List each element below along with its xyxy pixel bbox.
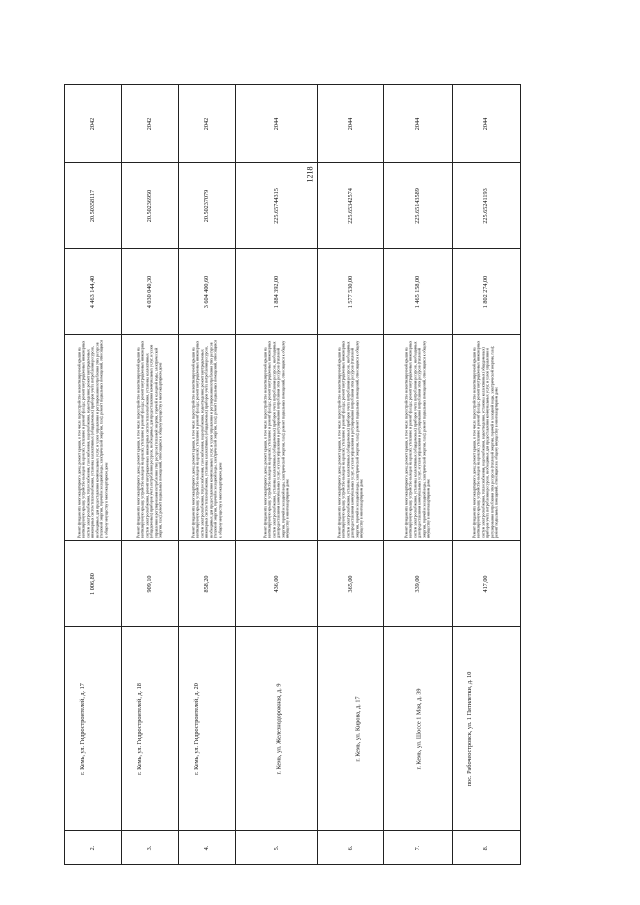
year-text: 2042	[88, 117, 96, 130]
address-cell	[179, 627, 236, 831]
year-cell	[179, 85, 236, 163]
area-text: 858,20	[202, 574, 210, 593]
year-text: 2042	[145, 117, 153, 130]
works-cell	[179, 335, 236, 541]
year-cell	[384, 85, 452, 163]
cost-cell	[179, 249, 236, 335]
address-text: г. Кемь, ул. Гидростроителей, д. 20	[193, 682, 201, 775]
address-cell	[384, 627, 452, 831]
works-cell	[318, 335, 384, 541]
code-cell	[318, 163, 384, 249]
code-text: 225.65143589	[413, 187, 421, 224]
number-cell	[384, 831, 452, 865]
number-text: 5.	[272, 845, 280, 850]
year-text: 2044	[482, 117, 490, 130]
table	[64, 84, 521, 865]
code-text: 225.65342574	[346, 187, 354, 224]
number-text: 7.	[413, 845, 421, 850]
cost-text: 1 577 530,00	[346, 275, 354, 308]
works-text: Ремонт фундамента многоквартирного дома; ремонт крыши, в том числе переустройство невентилируемой крыши на вентилируемую крышу, устройство выходов на кровлю; утепление и ремонт фасада; ремонт внутридомовых инженерных систем электроснабжения, теплоснабжения, газоснабжения, водоснабжения, водоотведения; ремонт внутридомовых инженерных систем теплоснабжения, установка коллективных (общедомовых) приборов учета потребления ресурсов, необходимых для предоставления коммунальных услуг, и узлов управления и регулирования потребления этих ресурсов (тепловой энергии, горячей и холодной воды, электрической энергии, газа); ремонт подвальных помещений, относящихся к общему имуществу в многоквартирном доме	[191, 339, 223, 538]
number-text: 2.	[88, 845, 96, 850]
code-cell	[452, 163, 520, 249]
code-text: 225.65241193	[482, 187, 490, 224]
area-cell	[318, 541, 384, 627]
cost-text: 1 802 274,00	[482, 275, 490, 308]
cost-row	[65, 249, 521, 335]
cost-text: 3 604 400,60	[202, 275, 210, 308]
code-row	[65, 163, 521, 249]
cost-cell	[65, 249, 122, 335]
address-cell	[65, 627, 122, 831]
code-text: 20.50236950	[145, 189, 153, 222]
area-row	[65, 541, 521, 627]
area-text: 436,00	[272, 574, 280, 593]
cost-text: 1 465 158,00	[413, 275, 421, 308]
number-text: 8.	[482, 845, 490, 850]
code-cell	[236, 163, 318, 249]
code-cell	[122, 163, 179, 249]
number-cell	[122, 831, 179, 865]
area-cell	[122, 541, 179, 627]
works-text: Ремонт фундамента многоквартирного дома; ремонт крыши, в том числе переустройство невентилируемой крыши на вентилируемую крышу, устройство выходов на кровлю; утепление и ремонт фасада; ремонт внутридомовых инженерных систем электроснабжения, ремонт внутридомовых инженерных систем теплоснабжения, установка коллективных (общедомовых) приборов учета потребления ресурсов, необходимых для предоставления коммунальных услуг, и узлов управления и регулирования потребления этих ресурсов (тепловой энергии, горячей и холодной воды, электрической энергии, газа); ремонт подвальных помещений, относящихся к общему имуществу в многоквартирном доме	[136, 340, 163, 538]
works-text: Ремонт фундамента многоквартирного дома; ремонт крыши, в том числе переустройство невентилируемой крыши на вентилируемую крышу, устройство выходов на кровлю; утепление и ремонт фасада; ремонт внутридомовых инженерных систем электроснабжения, теплоснабжения, водоснабжения, водоотведения, установка коллективных (общедомовых) приборов учета потребления ресурсов, необходимых для предоставления коммунальных услуг, и узлов управления и регулирования потребления этих ресурсов (тепловой энергии, горячей и холодной воды, электрической энергии, газа); ремонт подвальных помещений, относящихся к общему имуществу в многоквартирном доме	[472, 340, 500, 538]
code-cell	[65, 163, 122, 249]
year-cell	[452, 85, 520, 163]
repair-schedule-table	[64, 84, 521, 864]
cost-text: 4 463 144,40	[88, 275, 96, 308]
year-cell	[65, 85, 122, 163]
works-text: Ремонт фундамента многоквартирного дома; ремонт крыши, в том числе переустройство невентилируемой крыши на вентилируемую крышу, устройство выходов на кровлю; утепление и ремонт фасада; ремонт внутридомовых инженерных систем электроснабжения, теплоснабжения, газоснабжения, водоснабжения, водоотведения; ремонт внутридомовых инженерных систем теплоснабжения, установка коллективных (общедомовых) приборов учета потребления ресурсов, необходимых для предоставления коммунальных услуг, и узлов управления и регулирования потребления этих ресурсов (тепловой энергии, горячей и холодной воды, электрической энергии, газа); ремонт подвальных помещений, относящихся к общему имуществу в многоквартирном доме	[77, 339, 109, 538]
area-cell	[236, 541, 318, 627]
works-cell	[236, 335, 318, 541]
year-cell	[122, 85, 179, 163]
address-text: г. Кемь, ул. Кирова, д. 17	[354, 695, 362, 762]
address-text: г. Кемь, ул. Гидростроителей, д. 18	[136, 682, 144, 775]
code-cell	[384, 163, 452, 249]
area-text: 365,00	[346, 574, 354, 593]
area-text: 417,00	[482, 574, 490, 593]
code-text: 20.50237079	[202, 189, 210, 222]
number-cell	[318, 831, 384, 865]
page-number-text: 1218	[305, 166, 315, 182]
works-text: Ремонт фундамента многоквартирного дома; ремонт крыши, в том числе переустройство невентилируемой крыши на вентилируемую крышу, устройство выходов на кровлю; утепление и ремонт фасада; ремонт внутридомовых инженерных систем электроснабжения, установка коллективных (общедомовых) приборов учета потребления ресурсов, необходимых для предоставления коммунальных услуг, и узлов управления и регулирования потребления этих ресурсов (тепловой энергии, горячей и холодной воды, электрической энергии, газа); ремонт подвальных помещений, относящихся к общему имуществу в многоквартирном доме	[263, 340, 290, 538]
address-cell	[122, 627, 179, 831]
area-text: 339,00	[413, 574, 421, 593]
cost-text: 4 030 040,30	[145, 275, 153, 308]
cost-text: 1 884 392,00	[272, 275, 280, 308]
year-text: 2044	[272, 117, 280, 130]
address-cell	[236, 627, 318, 831]
cost-cell	[384, 249, 452, 335]
number-row	[65, 831, 521, 865]
area-cell	[65, 541, 122, 627]
address-cell	[318, 627, 384, 831]
area-text: 1 006,80	[88, 572, 96, 595]
cost-cell	[318, 249, 384, 335]
address-text: г. Кемь, ул. Гидростроителей, д. 17	[79, 682, 87, 775]
cost-cell	[452, 249, 520, 335]
year-text: 2042	[202, 117, 210, 130]
number-text: 3.	[145, 845, 153, 850]
works-text: Ремонт фундамента многоквартирного дома; ремонт крыши, в том числе переустройство невентилируемой крыши на вентилируемую крышу, устройство выходов на кровлю; утепление и ремонт фасада; ремонт внутридомовых инженерных систем электроснабжения, установка коллективных (общедомовых) приборов учета потребления ресурсов, необходимых для предоставления коммунальных услуг, и узлов управления и регулирования потребления этих ресурсов (тепловой энергии, горячей и холодной воды, электрической энергии, газа); ремонт подвальных помещений, относящихся к общему имуществу в многоквартирном доме	[337, 340, 364, 538]
code-text: 20.50358117	[88, 189, 96, 222]
year-text: 2044	[413, 117, 421, 130]
works-row	[65, 335, 521, 541]
works-cell	[65, 335, 122, 541]
area-cell	[179, 541, 236, 627]
number-cell	[452, 831, 520, 865]
number-cell	[236, 831, 318, 865]
works-cell	[452, 335, 520, 541]
year-text: 2044	[346, 117, 354, 130]
year-cell	[236, 85, 318, 163]
area-cell	[384, 541, 452, 627]
area-text: 909,10	[145, 574, 153, 593]
works-cell	[122, 335, 179, 541]
works-cell	[384, 335, 452, 541]
number-text: 6.	[346, 845, 354, 850]
number-text: 4.	[202, 845, 210, 850]
number-cell	[65, 831, 122, 865]
code-text: 225.65744315	[272, 187, 280, 224]
year-cell	[318, 85, 384, 163]
cost-cell	[122, 249, 179, 335]
address-text: пос. Рабочеостровск, ул. 1 Пятилетки, д. 10	[466, 671, 474, 786]
number-cell	[179, 831, 236, 865]
address-cell	[452, 627, 520, 831]
area-cell	[452, 541, 520, 627]
address-text: г. Кемь, ул. Шоссе 1 Мая, д. 39	[414, 687, 422, 770]
works-text: Ремонт фундамента многоквартирного дома; ремонт крыши, в том числе переустройство невентилируемой крыши на вентилируемую крышу, устройство выходов на кровлю; утепление и ремонт фасада; ремонт внутридомовых инженерных систем электроснабжения, установка коллективных (общедомовых) приборов учета потребления ресурсов, необходимых для предоставления коммунальных услуг, и узлов управления и регулирования потребления этих ресурсов (тепловой энергии, горячей и холодной воды, электрической энергии, газа); ремонт подвальных помещений, относящихся к общему имуществу в многоквартирном доме	[404, 340, 431, 538]
address-row	[65, 627, 521, 831]
code-cell	[179, 163, 236, 249]
cost-cell	[236, 249, 318, 335]
address-text: г. Кемь, ул. Железнодорожная, д. 9	[275, 683, 283, 774]
year-row	[65, 85, 521, 163]
